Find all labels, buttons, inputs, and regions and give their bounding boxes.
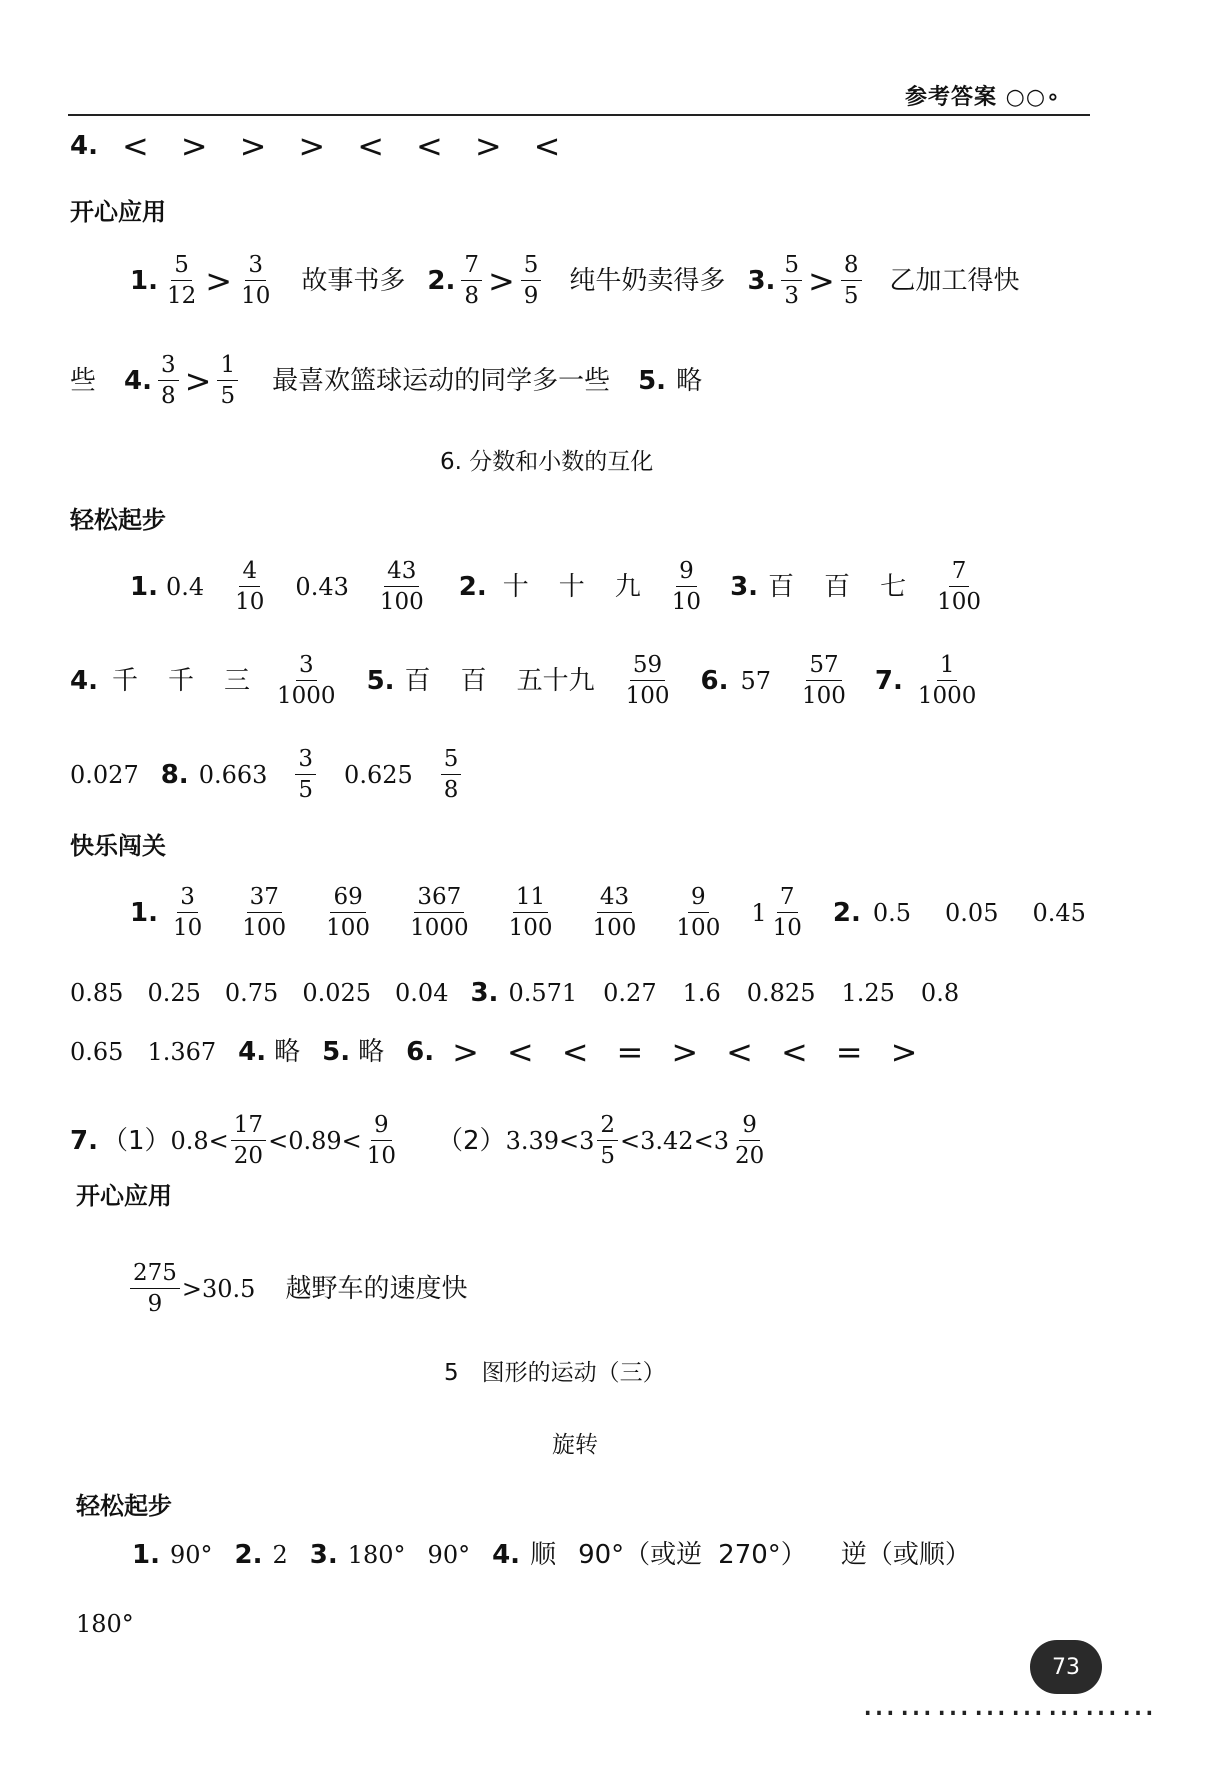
answer-value: 0.571 xyxy=(508,979,578,1007)
compare-symbol: > xyxy=(452,1033,479,1071)
answer-line-12 xyxy=(132,1542,971,1568)
fraction: $\frac{5}{8}$ xyxy=(441,746,462,804)
mixed-number: 3 $\frac{9}{20}$ xyxy=(713,1112,765,1170)
fraction: $\frac{43}{100}$ xyxy=(379,558,424,616)
item-number: 2. xyxy=(458,571,487,602)
answer-value: 0.45 xyxy=(1032,898,1086,927)
answer-value: 0.75 xyxy=(224,979,279,1007)
compare-symbol: < xyxy=(780,1033,808,1071)
answer-value: 0.27 xyxy=(603,979,657,1007)
answer-line-10 xyxy=(70,1112,769,1170)
item-number: 3. xyxy=(470,978,499,1008)
fraction: $\frac{11}{100}$ xyxy=(508,884,553,942)
compare-symbol: = xyxy=(835,1033,863,1071)
answer-text: 些 xyxy=(70,365,97,396)
answer-line-13 xyxy=(76,1612,134,1636)
fraction: $\frac{8}{5}$ xyxy=(841,252,862,310)
answer-text: 百 xyxy=(824,571,851,602)
answer-line-11 xyxy=(128,1260,467,1318)
fraction: $\frac{37}{100}$ xyxy=(242,884,287,942)
answer-text: 九 xyxy=(614,571,641,602)
fraction: $\frac{57}{100}$ xyxy=(802,652,846,710)
compare-symbol: > xyxy=(808,261,835,300)
answer-text: 十 xyxy=(558,571,585,602)
sub-label: （2） xyxy=(437,1125,506,1156)
answer-text: 千 xyxy=(167,665,194,696)
answer-value: 0.4 xyxy=(165,572,205,601)
header-title: 参考答案 ○○∘ xyxy=(905,85,1061,110)
compare-symbol: > xyxy=(239,127,267,165)
fraction: $\frac{5}{3}$ xyxy=(781,252,802,310)
answer-value: 180° xyxy=(76,1610,134,1638)
answer-value: 0.8< xyxy=(170,1126,229,1155)
item-number: 1. xyxy=(132,1540,160,1570)
compare-symbol: > xyxy=(184,361,212,400)
fraction: $\frac{59}{100}$ xyxy=(625,652,670,710)
answer-value: 2 xyxy=(272,1541,288,1569)
fraction: $\frac{17}{20}$ xyxy=(231,1112,266,1170)
answer-value: 0.027 xyxy=(70,760,139,789)
item-number: 4. xyxy=(124,365,152,396)
answer-line-4 xyxy=(130,558,990,616)
section-heading: 开心应用 xyxy=(70,198,166,226)
item-number: 1. xyxy=(130,265,158,296)
compare-symbol: > xyxy=(474,127,502,165)
lesson-title: 旋转 xyxy=(552,1432,598,1458)
item-number: 2. xyxy=(832,897,861,928)
answer-value: 90° xyxy=(169,1541,213,1569)
answer-value: 1.6 xyxy=(682,979,721,1007)
answer-text: 顺 xyxy=(530,1540,557,1570)
answer-text: 略 xyxy=(676,365,703,396)
page-number: 73 xyxy=(1030,1640,1102,1694)
answer-value: 180° xyxy=(347,1541,406,1569)
compare-symbol: < xyxy=(357,127,385,165)
section-heading: 轻松起步 xyxy=(76,1492,172,1520)
answer-value: 0.5 xyxy=(872,898,912,927)
answer-line-5 xyxy=(70,652,985,710)
answer-value: 90° xyxy=(427,1541,471,1569)
fraction: $\frac{1}{1000}$ xyxy=(917,652,977,710)
fraction: $\frac{7}{8}$ xyxy=(461,252,482,310)
fraction: $\frac{9}{10}$ xyxy=(671,558,702,616)
answer-text: 越野车的速度快 xyxy=(285,1273,468,1304)
fraction: $\frac{367}{1000}$ xyxy=(410,884,469,942)
sub-label: （1） xyxy=(101,1125,171,1156)
fraction: $\frac{3}{10}$ xyxy=(241,252,271,310)
fraction: $\frac{5}{12}$ xyxy=(166,252,197,310)
compare-symbol: > xyxy=(205,261,233,300)
answer-text: 逆（或顺） xyxy=(840,1540,971,1570)
answer-value: 0.825 xyxy=(746,979,816,1007)
item-number: 4. xyxy=(70,665,98,696)
item-number: 3. xyxy=(309,1540,338,1570)
answer-value: 0.65 xyxy=(70,1038,124,1066)
answer-value: 0.8 xyxy=(920,979,960,1007)
fraction: $\frac{69}{100}$ xyxy=(326,884,371,942)
item-number: 5. xyxy=(366,665,395,696)
compare-symbol: < xyxy=(121,127,149,165)
answer-text: 乙加工得快 xyxy=(889,265,1020,296)
answer-value: >30.5 xyxy=(181,1274,256,1303)
section-heading: 开心应用 xyxy=(76,1182,172,1210)
header-divider xyxy=(68,114,1090,116)
fraction: $\frac{9}{100}$ xyxy=(676,884,721,942)
fraction: $\frac{3}{8}$ xyxy=(158,352,179,410)
answer-value: 0.625 xyxy=(344,760,413,789)
answer-line-8 xyxy=(70,980,959,1006)
answer-text: 故事书多 xyxy=(301,265,406,296)
compare-symbol: > xyxy=(487,261,515,300)
section-heading: 快乐闯关 xyxy=(70,832,166,860)
answer-value: 0.05 xyxy=(945,898,999,927)
section-heading: 轻松起步 xyxy=(70,506,166,534)
answer-text: 纯牛奶卖得多 xyxy=(569,265,726,296)
answer-line-7 xyxy=(130,884,1086,942)
answer-value: 1.25 xyxy=(841,979,895,1007)
answer-line-6 xyxy=(70,746,467,804)
answer-text: 五十九 xyxy=(516,665,595,696)
compare-symbol: > xyxy=(180,127,208,165)
item-number: 6. xyxy=(700,665,729,696)
answer-value: 0.025 xyxy=(302,979,372,1007)
item-number: 3. xyxy=(730,571,759,602)
lesson-title: 6. 分数和小数的互化 xyxy=(440,449,654,475)
footer-dots-decoration: …………………… xyxy=(862,1684,1158,1724)
compare-symbol: > xyxy=(671,1033,699,1071)
item-number: 2. xyxy=(234,1540,263,1570)
answer-text: 百 xyxy=(460,665,487,696)
fraction: $\frac{43}{100}$ xyxy=(592,884,637,942)
answer-text: 七 xyxy=(880,571,907,602)
item-number: 2. xyxy=(427,265,456,296)
answer-line-9 xyxy=(70,1033,918,1071)
answer-value: 0.85 xyxy=(70,979,124,1007)
answer-text: 十 xyxy=(502,571,529,602)
answer-line-1 xyxy=(70,127,561,165)
answer-value: 0.25 xyxy=(147,979,201,1007)
compare-symbol: < xyxy=(506,1033,534,1071)
item-number: 5. xyxy=(638,365,667,396)
item-number: 4. xyxy=(238,1037,267,1067)
answer-line-3 xyxy=(70,352,702,410)
fraction: $\frac{275}{9}$ xyxy=(130,1260,180,1318)
fraction: $\frac{3}{1000}$ xyxy=(277,652,336,710)
compare-symbol: < xyxy=(561,1033,589,1071)
item-number: 7. xyxy=(70,1125,98,1156)
fraction: $\frac{5}{9}$ xyxy=(521,252,542,310)
item-number: 1. xyxy=(130,897,158,928)
fraction: $\frac{3}{10}$ xyxy=(172,884,203,942)
fraction: $\frac{1}{5}$ xyxy=(217,352,238,410)
mixed-number: 3 $\frac{2}{5}$ xyxy=(579,1112,620,1170)
answer-value: 57 xyxy=(740,666,771,695)
answer-value: 3.39< xyxy=(505,1126,580,1155)
compare-symbol: = xyxy=(616,1033,644,1071)
item-number: 1. xyxy=(130,571,158,602)
answer-text: 90°（或逆 xyxy=(578,1540,703,1570)
fraction: $\frac{3}{5}$ xyxy=(295,746,316,804)
compare-symbol: > xyxy=(890,1033,918,1071)
fraction: $\frac{4}{10}$ xyxy=(235,558,265,616)
mixed-number: 1 $\frac{7}{10}$ xyxy=(751,884,802,942)
compare-symbol: > xyxy=(298,127,326,165)
item-number: 4. xyxy=(70,131,98,161)
compare-symbol: < xyxy=(416,127,443,165)
answer-text: 千 xyxy=(111,665,138,696)
item-number: 7. xyxy=(874,665,903,696)
answer-value: 0.43 xyxy=(295,572,349,601)
chapter-title: 5 图形的运动（三） xyxy=(444,1360,666,1386)
answer-text: 270°） xyxy=(718,1540,807,1570)
fraction: $\frac{7}{100}$ xyxy=(937,558,981,616)
compare-symbol: < xyxy=(726,1033,753,1071)
item-number: 6. xyxy=(406,1037,435,1067)
answer-value: <3.42< xyxy=(620,1126,714,1155)
answer-value: 0.04 xyxy=(395,979,449,1007)
answer-value: 1.367 xyxy=(147,1038,217,1066)
answer-line-2 xyxy=(130,252,1020,310)
answer-text: 最喜欢篮球运动的同学多一些 xyxy=(272,365,611,396)
fraction: $\frac{9}{10}$ xyxy=(366,1112,397,1170)
item-number: 8. xyxy=(160,759,189,790)
item-number: 3. xyxy=(747,265,776,296)
answer-text: 略 xyxy=(274,1037,301,1067)
item-number: 5. xyxy=(322,1037,351,1067)
answer-value: <0.89< xyxy=(268,1126,362,1155)
answer-text: 百 xyxy=(404,665,431,696)
compare-symbol: < xyxy=(533,127,561,165)
item-number: 4. xyxy=(492,1540,521,1570)
answer-value: 0.663 xyxy=(198,760,268,789)
answer-text: 三 xyxy=(224,665,251,696)
answer-text: 略 xyxy=(358,1037,385,1067)
answer-text: 百 xyxy=(768,571,795,602)
